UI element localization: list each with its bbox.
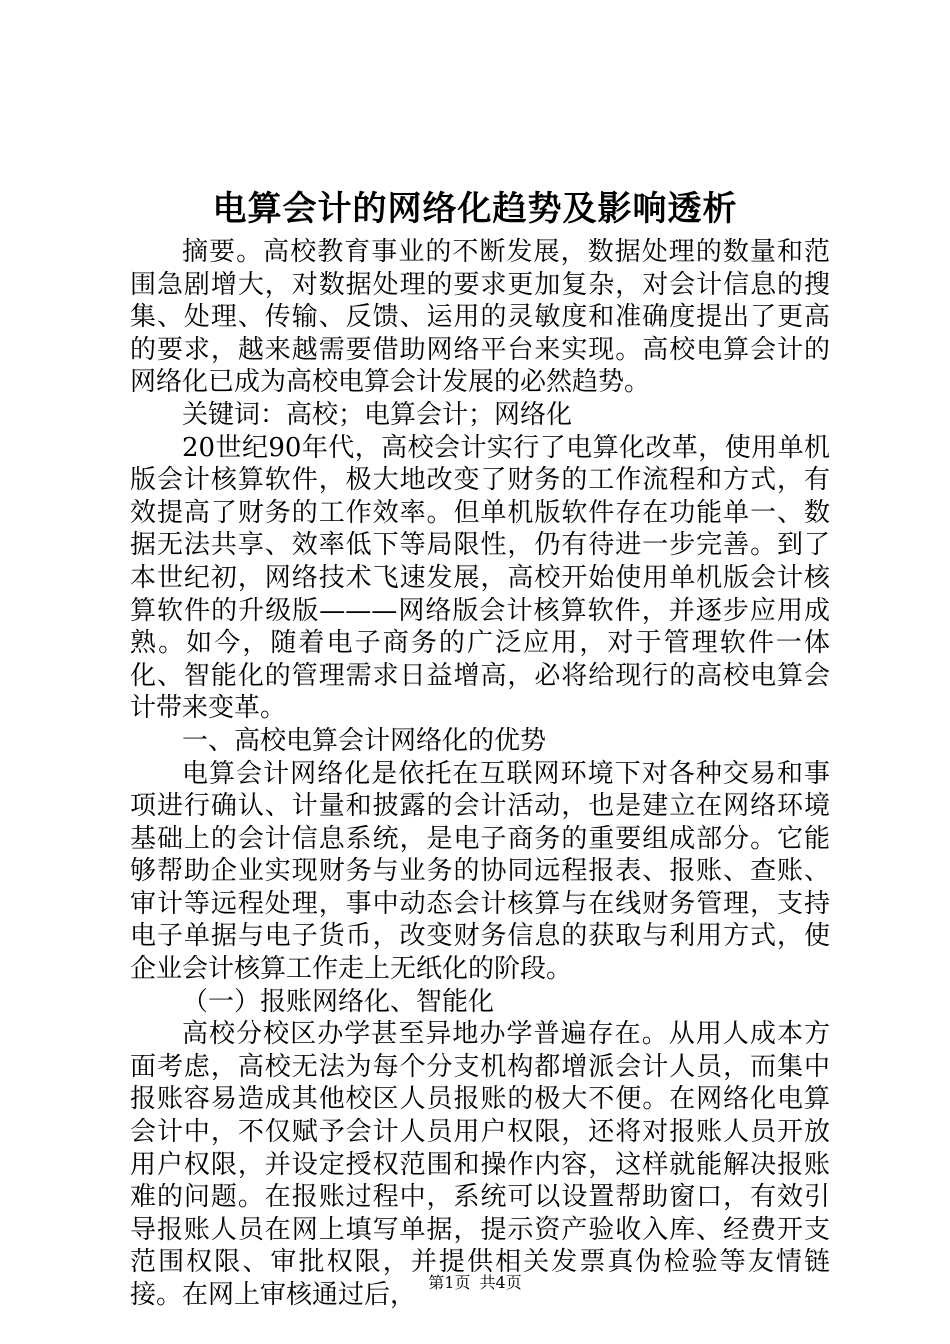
section-heading-1: 一、高校电算会计网络化的优势 <box>182 725 547 756</box>
page-total: 共4页 <box>479 1273 522 1292</box>
keywords-paragraph: 关键词：高校；电算会计；网络化 <box>182 399 573 430</box>
document-body <box>130 236 830 1312</box>
section-1-paragraph: 电算会计网络化是依托在互联网环境下对各种交易和事项进行确认、计量和披露的会计活动，也是建立在网络环境基础上的会计信息系统，是电子商务的重要组成部分。它能够帮助企业实现财务与业务的协同远程报表、报账、查账、审计等远程处理，事中动态会计核算与在线财务管理，支持电子单据与电子货币，改变财务信息的获取与利用方式，使企业会计核算工作走上无纸化的阶段。 <box>130 758 830 985</box>
document-title: 电算会计的网络化趋势及影响透析 <box>212 189 738 229</box>
abstract-paragraph: 摘要。高校教育事业的不断发展，数据处理的数量和范围急剧增大，对数据处理的要求更加复杂，对会计信息的搜集、处理、传输、反馈、运用的灵敏度和准确度提出了更高的要求，越来越需要借助网络平台来实现。高校电算会计的网络化已成为高校电算会计发展的必然趋势。 <box>130 237 830 398</box>
page-number: 第1页 <box>428 1273 471 1292</box>
page-footer <box>0 1272 950 1294</box>
intro-paragraph: 20世纪90年代，高校会计实行了电算化改革，使用单机版会计核算软件，极大地改变了财务的工作流程和方式，有效提高了财务的工作效率。但单机版软件存在功能单一、数据无法共享、效率低下等局限性，仍有待进一步完善。到了本世纪初，网络技术飞速发展，高校开始使用单机版会计核算软件的升级版———网络版会计核算软件，并逐步应用成熟。如今，随着电子商务的广泛应用，对于管理软件一体化、智能化的管理需求日益增高，必将给现行的高校电算会计带来变革。 <box>130 432 830 724</box>
subsection-heading-1: （一）报账网络化、智能化 <box>182 986 495 1017</box>
subsection-1-paragraph: 高校分校区办学甚至异地办学普遍存在。从用人成本方面考虑，高校无法为每个分支机构都增派会计人员，而集中报账容易造成其他校区人员报账的极大不便。在网络化电算会计中，不仅赋予会计人员用户权限，还将对报账人员开放用户权限，并设定授权范围和操作内容，这样就能解决报账难的问题。在报账过程中，系统可以设置帮助窗口，有效引导报账人员在网上填写单据，提示资产验收入库、经费开支范围权限、审批权限，并提供相关发票真伪检验等友情链接。在网上审核通过后， <box>130 1019 830 1310</box>
